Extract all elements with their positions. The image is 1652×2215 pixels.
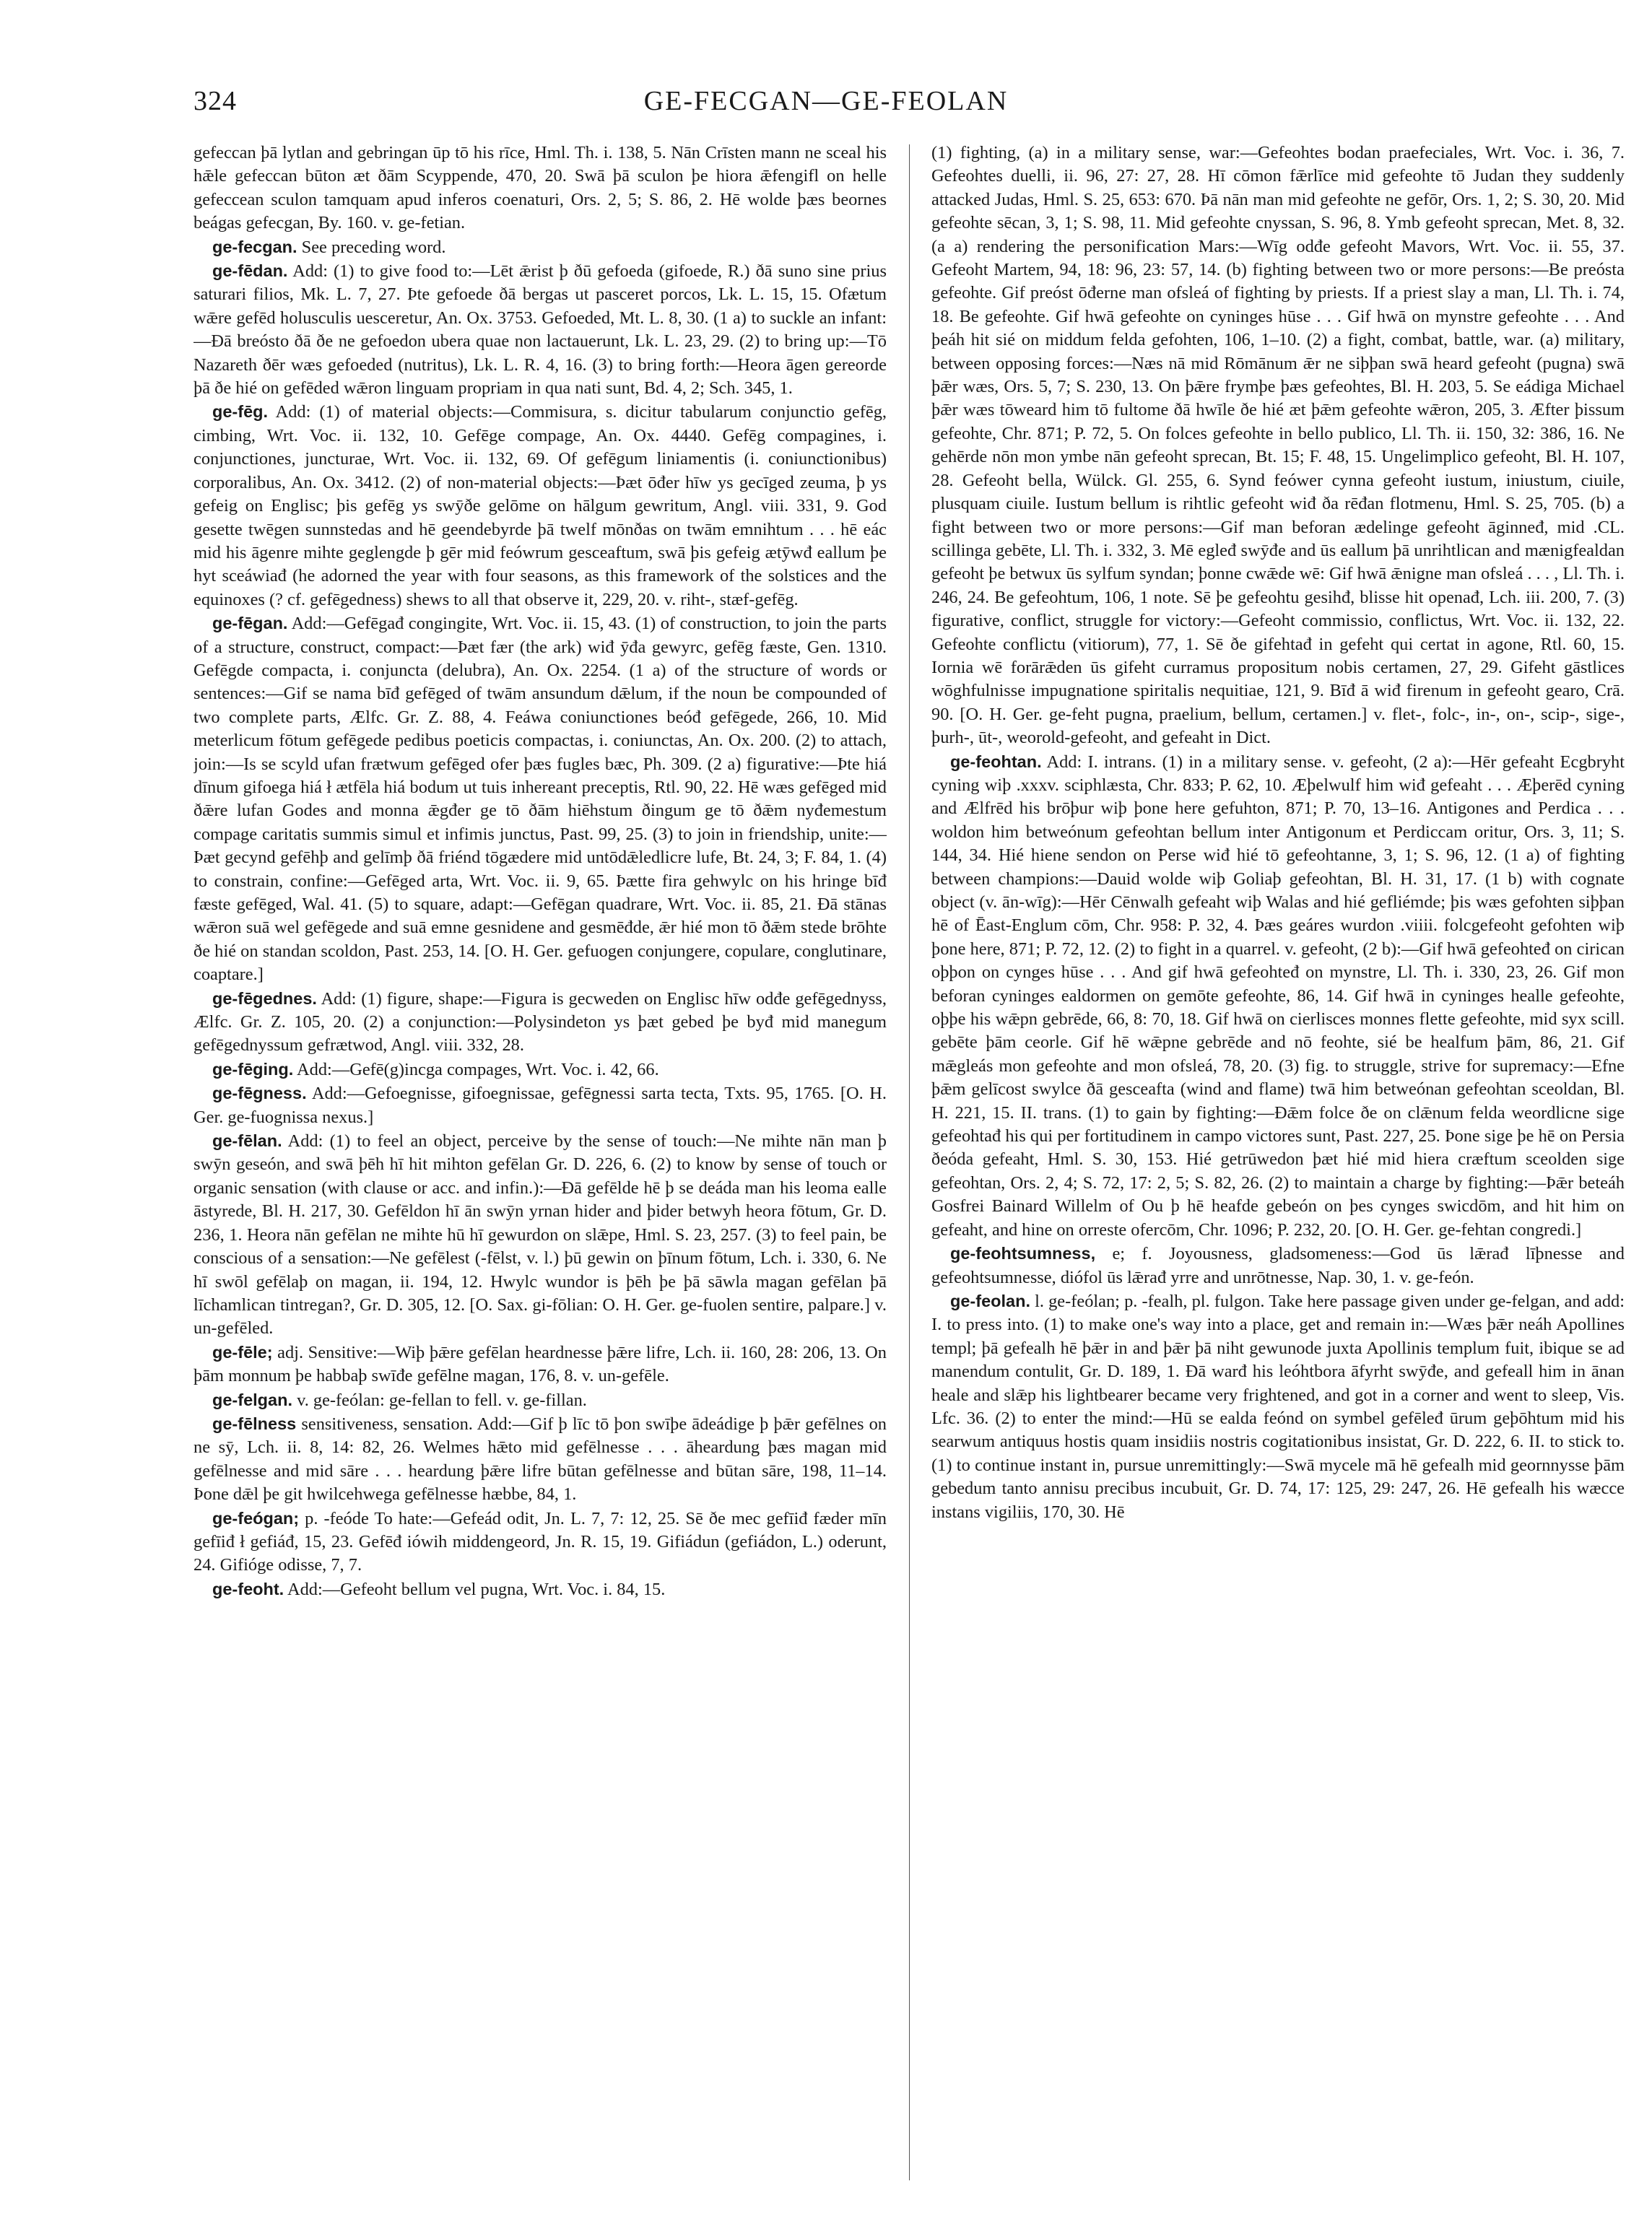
page-number: 324 — [194, 86, 237, 116]
entry-headword: ge-fēle; — [212, 1342, 273, 1362]
entry-headword: ge-feógan; — [212, 1508, 300, 1528]
dictionary-entry — [194, 1082, 887, 1129]
entry-headword: ge-fēlness — [212, 1414, 297, 1433]
entry-text: Add: (1) of material objects:—Commisura, s. dicitur tabularum conjunctio gefēg, cimbing, Wrt. Voc. ii. 132, 10. Gefēge compage, An. Ox. 4440. Gefēg compagines, i. conjunctiones, juncturae, Wrt. Voc. ii. 132, 69. Of gefēgum liniamentis (i. coniunctionibus) corporalibus, An. Ox. 3412. (2) of non-material objects:—Þæt ōđer hīw ys gecīged zeuma, þ ys gefeig on Englisc; þis gefēg ys swȳðe gelōme on hālgum gewritum, Angl. viii. 331, 9. God gesette twēgen sunnstedas and hē geendebyrde þā twelf mōnðas on twām emnihtum . . . hē eác mid his āgenre mihte geglengde þ gēr mid feówrum gesceaftum, swā þis gefeig ætȳwđ eallum þe hyt sceáwiađ (he adorned the year with four seasons, as this framework of the solstices and the equinoxes (? cf. gefēgedness) shews to all that observe it, 229, 20. v. riht-, stæf-gefēg. — [194, 402, 887, 609]
dictionary-entry — [931, 1289, 1625, 1524]
dictionary-entry — [194, 1341, 887, 1388]
entry-headword: ge-fēgness. — [212, 1084, 307, 1103]
entry-headword: ge-fēgan. — [212, 614, 288, 633]
running-head: GE-FECGAN—GE-FEOLAN — [643, 86, 1009, 116]
dictionary-entry — [194, 1507, 887, 1578]
entry-text: Add: (1) to feel an object, perceive by the sense of touch:—Ne mihte nān man þ swȳn geseón, and swā þēh hī hit mihton gefēlan Gr. D. 226, 6. (2) to know by sense of touch or organic sensation (with clause or acc. and infin.):—Ðā gefēlde hē þ se deáda man his leoma ealle āstyrede, Bl. H. 217, 30. Gefēldon hī ān swȳn yrnan hider and þider betwyh heora fōtum, Gr. D. 236, 1. Heora nān gefēlan ne mihte hū hī gewurdon on slǣpe, Hml. S. 23, 257. (3) to feel pain, be conscious of a sensation:—Ne gefēlest (-fēlst, v. l.) þū gewin on þīnum fōtum, Lch. i. 330, 6. Ne hī swōl gefēlaþ on magan, ii. 194, 12. Hwylc wundor is þēh þe þā sāwla magan gefēlan þā līchamlican tintregan?, Gr. D. 305, 12. [O. Sax. gi-fōlian: O. H. Ger. ge-fuolen sentire, palpare.] v. un-gefēled. — [194, 1131, 887, 1339]
entry-text: v. ge-feólan: ge-fellan to fell. v. ge-fillan. — [297, 1390, 587, 1410]
dictionary-entry — [194, 612, 887, 987]
dictionary-entry — [931, 750, 1625, 1243]
entry-headword: ge-feohtsumness, — [950, 1244, 1096, 1263]
dictionary-entry — [194, 1578, 887, 1601]
dictionary-entry — [194, 1412, 887, 1507]
entry-text: Add: I. intrans. (1) in a military sense. v. gefeoht, (2 a):—Hēr gefeaht Ecgbryht cyning wiþ .xxxv. sciphlæsta, Chr. 833; P. 62, 10. Æþelwulf him wiđ gefeaht . . . Æþerēd cyning and Ælfrēd his brōþur wiþ þone here gefuhton, 871; P. 70, 13–16. Antigones and Perdica . . . woldon him betweónum gefeohtan bellum inter Antigonum et Perdiccam oritur, Ors. 3, 11; S. 144, 34. Hié hiene sendon on Perse wiđ hié tō gefeohtanne, 3, 1; S. 96, 12. (1 a) of fighting between champions:—Dauid wolde wiþ Goliaþ gefeohtan, Bl. H. 31, 17. (1 b) with cognate object (v. ān-wīg):—Hēr Cēnwalh gefeaht wiþ Walas and hié gefliémde; þis wæs gefohten siþþan hē of Ēast-Englum cōm, Chr. 958: P. 32, 4. Þæs geáres wurdon .viiii. folcgefeoht gefohten wiþ þone here, 871; P. 72, 12. (2) to fight in a quarrel. v. gefeoht, (2 b):—Gif hwā gefeohteđ on cirican oþþon on cynges hūse . . . And gif hwā gefeohteđ on mynstre, Ll. Th. i. 330, 23, 26. Gif mon beforan cyninges ealdormen on gemōte gefeohte, 86, 14. Gif hwā in cyninges healle gefeohte, oþþe his wǣpn gebrēde, 66, 8: 70, 18. Gif hwā on cierlisces monnes flette gefeohte, mid syx scill. gebēte þām ceorle. Gif hē wǣpne gebrēde and nō feohte, sié be healfum þām, 86, 21. Gif mǣgleás mon gefeohte and mon ofsleá, 78, 20. (3) fig. to struggle, strive for supremacy:—Efne þǣm gelīcost swylce ðā gesceafta (wind and flame) twā him betweónan gefeohtan sceoldan, Bl. H. 221, 15. II. trans. (1) to gain by fighting:—Ðǣm folce ðe on clǣnum felda weordlicne sige gefeohtađ his qui per fortitudinem in campo victores sunt, Past. 227, 25. Þone sige þe hē on Persia ðeóda gefeaht, Hml. S. 30, 153. Hié getrūwedon þæt hié mid hiera cræftum sceolden sige gefeohtan, Ors. 2, 4; S. 72, 17: 2, 5; S. 82, 26. (2) to maintain a charge by fighting:—Þǣr beteáh Gosfrei Bainard Willelm of Ou þ hē heafde gebeón on þes cynges swicdōm, and hit him on gefeaht, and hine on orreste ofercōm, Chr. 1096; P. 232, 20. [O. H. Ger. ge-fehtan congredi.] — [931, 752, 1625, 1240]
entry-text: Add: (1) figure, shape:—Figura is gecweden on Englisc hīw odđe gefēgednyss, Ælfc. Gr. Z. 105, 20. (2) a conjunction:—Polysindeton ys þæt gebed þe byđ mid manegum gefēgednyssum gefrætwod, Angl. viii. 332, 28. — [194, 988, 887, 1056]
entry-text: See preceding word. — [301, 237, 446, 257]
entry-text: Add:—Gefeoht bellum vel pugna, Wrt. Voc. i. 84, 15. — [287, 1579, 666, 1599]
entry-text: adj. Sensitive:—Wiþ þǣre gefēlan heardnesse þǣre lifre, Lch. ii. 160, 28: 206, 13. On þām monnum þe habbaþ swīđe gefēlne magan, 176, 8. v. un-gefēle. — [194, 1342, 887, 1386]
dictionary-entry — [194, 259, 887, 400]
column-divider — [909, 144, 910, 2180]
left-column — [194, 142, 887, 2185]
entry-headword: ge-feolan. — [950, 1291, 1030, 1310]
dictionary-entry — [931, 142, 1625, 750]
dictionary-entry — [194, 142, 887, 235]
dictionary-entry — [194, 400, 887, 612]
dictionary-entry — [194, 235, 887, 259]
entry-text: sensitiveness, sensation. Add:—Gif þ līc tō þon swīþe ādeádige þ þǣr gefēlnes on ne sȳ, Lch. ii. 8, 14: 82, 26. Welmes hǣto mid gefēlnesse . . . āheardung þæs magan mid gefēlnesse and mid sāre . . . heardung þǣre lifre būtan gefēlnesse and būtan sāre, 198, 11–14. Þone dǣl þe git hwilcehwega gefēlnesse hæbbe, 84, 1. — [194, 1414, 887, 1505]
entry-text: p. -feóde To hate:—Gefeád odit, Jn. L. 7, 7: 12, 25. Sē ðe mec gefīiđ fæder mīn gefīiđ ł gefiáđ, 15, 23. Gefēđ iówih middengeord, Jn. R. 15, 19. Gifiádun (gefiádon, L.) oderunt, 24. Gifióge odisse, 7, 7. — [194, 1508, 887, 1575]
entry-headword: ge-feohtan. — [950, 752, 1042, 771]
entry-text: gefeccan þā lytlan and gebringan ūp tō his rīce, Hml. Th. i. 138, 5. Nān Crīsten mann ne sceal his hǣle gefeccan būton æt ðām Scyppende, 470, 20. Swā þā sculon þe hiora ǣfengifl on helle gefeccean sculon tamquam apud inferos coenaturi, Ors. 2, 5; S. 86, 2. Hē wolde þæs beornes beágas gefecgan, By. 160. v. ge-fetian. — [194, 143, 887, 233]
entry-text: l. ge-feólan; p. -fealh, pl. fulgon. Take here passage given under ge-felgan, and add: I. to press into. (1) to make one's way into a place, get and remain in:—Wæs þǣr neáh Apollines templ; þā gefealh hē þǣr in and þǣr þā niht gewunode juxta Apollinis templum fuit, ibique se ad manendum contulit, Gr. D. 189, 1. Ðā warđ his leóhtbora āfyrht swȳđe, and gefeall him in ānan heale and slǣp his lightbearer became very frightened, and got in a corner and went to sleep, Vis. Lfc. 36. (2) to enter the mind:—Hū se ealda feónd on symbel gefēleđ ūrum geþōhtum mid his searwum antiquus hostis quam insidiis nostris cogitationibus insistat, Gr. D. 222, 6. II. to stick to. (1) to continue instant in, pursue unremittingly:—Swā mycele mā hē gefealh mid geornnysse þām gebedum tanto annisu precibus incubuit, Gr. D. 74, 17: 125, 29: 247, 26. Hē gefealh his wæcce instans vigiliis, 170, 30. Hē — [931, 1291, 1625, 1522]
entry-text: Add:—Gefēgađ congingite, Wrt. Voc. ii. 15, 43. (1) of construction, to join the parts of a structure, construct, compact:—Þæt fær (the ark) wiđ ȳđa gewyrc, gefēg fæste, Gen. 1310. Gefēgde compacta, i. conjuncta (delubra), An. Ox. 2254. (1 a) of the structure of words or sentences:—Gif se nama bīđ gefēged of twām ansundum dǣlum, if the noun be compounded of two complete parts, Ælfc. Gr. Z. 88, 4. Feáwa coniunctiones beóđ gefēgede, 266, 10. Mid meterlicum fōtum gefēgede pedibus poeticis compactas, i. coniunctas, An. Ox. 200. (2) to attach, join:—Is se scyld ufan frætwum gefēged ofer þæs fugles bæc, Ph. 309. (2 a) figurative:—Þte hiá dīnum gifoega hiá ł ætfēla hiá bodum ut tuis inhereant preceptis, Rtl. 90, 22. Hē wæs gefēged mid ðǣre lufan Godes and monna ǣgđer ge tō ðām hiēhstum ðingum ge tō ðǣm nyđemestum compage caritatis summis simul et infimis junctus, Past. 99, 25. (3) to join in friendship, unite:—Þæt gecynd gefēhþ and gelīmþ ðā friénd tōgædere mid untōdǣledlicre lufe, Bt. 24, 3; F. 84, 1. (4) to constrain, confine:—Gefēged arta, Wrt. Voc. ii. 9, 65. Þætte fira gehwylc on his hringe bīđ fæste gefēged, Wal. 41. (5) to square, adapt:—Gefēgan quadrare, Wrt. Voc. ii. 85, 21. Ðā stānas wǣron suā wel gefēgede and suā emne gesnidene and gesmēđde, ǣr hié mon tō ðǣm stede brōhte ðe hié on standan scoldon, Past. 253, 14. [O. H. Ger. gefuogen conjungere, copulare, conglutinare, coaptare.] — [194, 614, 887, 985]
dictionary-entry — [194, 1388, 887, 1412]
entry-headword: ge-fēdan. — [212, 261, 288, 281]
entry-text: Add:—Gefē(g)incga compages, Wrt. Voc. i. 42, 66. — [297, 1059, 659, 1079]
entry-text: Add: (1) to give food to:—Lēt ǣrist þ ðū gefoeda (gifoede, R.) ðā suno sine prius saturari filios, Mk. L. 7, 27. Þte gefoede ðā bergas ut pasceret porcos, Lk. L. 15, 15. Ofætum wǣre gefēd holusculis uesceretur, An. Ox. 3753. Gefoeded, Mt. L. 8, 30. (1 a) to suckle an infant:—Ðā breósto ðā ðe ne gefoedon ubera quae non lactauerunt, Lk. L. 23, 29. (2) to bring up:—Tō Nazareth ðēr wæs gefoeded (nutritus), Lk. L. R. 4, 16. (3) to bring forth:—Heora āgen gereorde þā ðe hié on gefēded wǣron linguam propriam in qua nati sunt, Bd. 4, 2; Sch. 345, 1. — [194, 261, 887, 399]
entry-headword: ge-fēg. — [212, 402, 269, 422]
entry-headword: ge-fēging. — [212, 1059, 294, 1079]
dictionary-entry — [194, 987, 887, 1058]
entry-headword: ge-feoht. — [212, 1579, 284, 1598]
entry-text: Add:—Gefoegnisse, gifoegnissae, gefēgnessi sarta tecta, Txts. 95, 1765. [O. H. Ger. ge-fuognissa nexus.] — [194, 1084, 887, 1127]
right-column — [931, 142, 1625, 2185]
entry-headword: ge-fēlan. — [212, 1131, 282, 1151]
entry-headword: ge-felgan. — [212, 1390, 292, 1409]
entry-headword: ge-fēgednes. — [212, 988, 317, 1008]
entry-text: (1) fighting, (a) in a military sense, war:—Gefeohtes bodan praefeciales, Wrt. Voc. i. 36, 7. Gefeohtes duelli, ii. 96, 27: 27, 28. Hī cōmon fǣrlīce mid gefeohte tō Judan they suddenly attacked Judas, Hml. S. 25, 653: 670. Þā nān man mid gefeohte ne gefōr, Ors. 1, 2; S. 30, 20. Mid gefeohte sēcan, 3, 1; S. 98, 11. Mid gefeohte cnyssan, S. 96, 8. Ymb gefeoht sprecan, Met. 8, 32. (a a) rendering the personification Mars:—Wīg odđe gefeoht Mavors, Wrt. Voc. ii. 55, 37. Gefeoht Martem, 94, 18: 96, 23: 57, 14. (b) fighting between two or more persons:—Be preósta gefeohte. Gif preóst ōđerne man ofsleá of fighting by priests. If a priest slay a man, Ll. Th. i. 74, 18. Be gefeohte. Gif hwā gefeohte on cyninges hūse . . . Gif hwā on mynstre gefeohte . . . And þeáh hit sié on middum felda gefohten, 106, 1–10. (2) a fight, combat, battle, war. (a) military, between opposing forces:—Næs nā mid Rōmānum ǣr ne siþþan swā heard gefeoht (pugna) swā þǣr wæs, Ors. 5, 7; S. 230, 13. On þǣre frymþe þæs gefeohtes, Bl. H. 203, 5. Se eádiga Michael þǣr wæs tōweard him tō fultome ðā hwīle ðe hié æt þǣm gefeohte wǣron, 205, 3. Æfter þissum gefeohte, Chr. 871; P. 72, 5. On folces gefeohte in bello publico, Ll. Th. ii. 150, 32: 386, 16. Ne gehērde nōn mon ymbe nān gefeoht sprecan, Bt. 15; F. 48, 15. Ungelimplico gefeoht, Bl. H. 107, 28. Gefeoht bella, Wülck. Gl. 255, 6. Synd feówer cynna gefeoht iustum, iniustum, ciuile, plusquam ciuile. Iustum bellum is rihtlic gefeoht wiđ ða rēđan flotmenu, Hml. S. 25, 705. (b) a fight between two or more persons:—Gif man beforan ædelinge gefeoht āginneđ, mid .CL. scillinga gebēte, Ll. Th. i. 332, 3. Mē egleđ swȳđe and ūs eallum þā unrihtlican and mænigfealdan gefeoht þe betwux ūs sylfum syndan; þonne cwǣde wē: Gif hwā ǣnigne man ofsleá . . . , Ll. Th. i. 246, 24. Be gefeohtum, 106, 1 note. Sē þe gefeohtu gesihđ, blisse hit openađ, Lch. iii. 200, 7. (3) figurative, conflict, struggle for victory:—Gefeoht commissio, conflictus, Wrt. Voc. ii. 132, 22. Gefeohte conflictu (vitiorum), 77, 1. Sē ðe gifehtađ in gefeht qui certat in agone, Rtl. 60, 15. Iornia wē forārǣden ūs gifeht curramus propositum nobis certamen, 27, 29. Gifeht gāstlices wōghfulnisse impugnatione spiritalis nequitiae, 121, 9. Bīđ ā wiđ firenum in gefeoht gearo, Crā. 90. [O. H. Ger. ge-feht pugna, praelium, bellum, certamen.] v. flet-, folc-, in-, on-, scip-, sige-, þurh-, ūt-, weorold-gefeoht, and gefeaht in Dict. — [931, 143, 1625, 748]
dictionary-entry — [194, 1129, 887, 1341]
entry-text: e; f. Joyousness, gladsomeness:—God ūs lǣrađ līþnesse and gefeohtsumnesse, diófol ūs lǣrađ yrre and unrōtnesse, Nap. 30, 1. v. ge-feón. — [931, 1244, 1625, 1287]
dictionary-entry — [931, 1242, 1625, 1289]
entry-headword: ge-fecgan. — [212, 237, 297, 256]
dictionary-entry — [194, 1058, 887, 1082]
